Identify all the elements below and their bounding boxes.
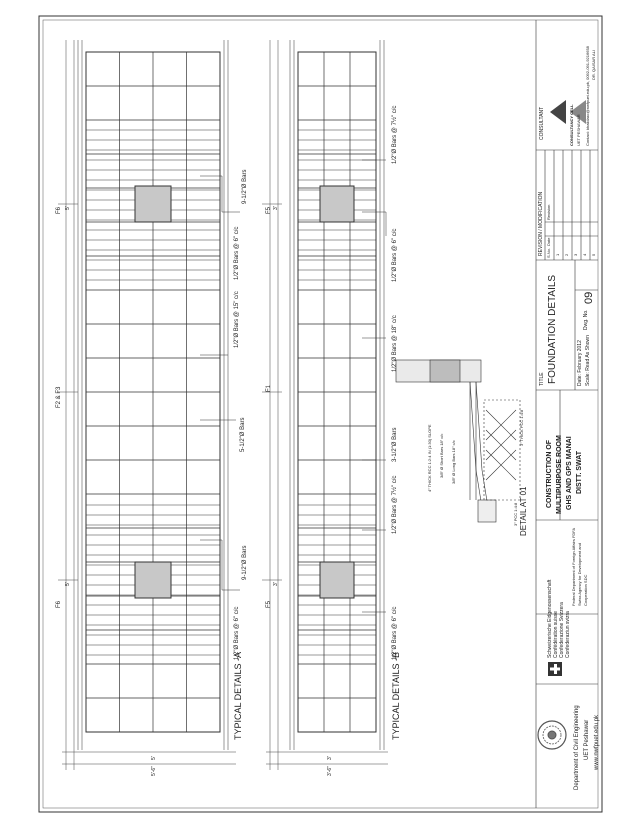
- footing-label-f5-top: F5: [266, 206, 272, 214]
- footing-strip-a: [78, 40, 228, 750]
- revision-col: Date: [546, 237, 551, 246]
- client-line: Confederazione Svizzera: [559, 602, 565, 658]
- title-details-a: TYPICAL DETAILS -A: [233, 651, 243, 740]
- footing-label-f1: F1: [266, 384, 272, 392]
- consultant-line: CONSULTANCY CELL: [569, 104, 574, 146]
- department-line: Department of Civil Engineering: [574, 705, 580, 790]
- column-b-bottom: [320, 562, 354, 598]
- dim-label: 3': [273, 582, 279, 586]
- revision-row: 5: [591, 253, 596, 256]
- bar-label-a: 1/2"Ø Bars @ 15" c/c: [234, 291, 240, 348]
- dim-label: 3': [327, 756, 333, 760]
- project-line: DISTT. SWAT: [576, 450, 583, 494]
- consultant-line: Contact: khalidaxc@nwfpuet.edu.pk, 0092-091-9216658: [585, 46, 590, 146]
- bar-label-a: 9-1/2"Ø Bars: [242, 169, 248, 204]
- footing-label-f2-f3: F2 & F3: [56, 386, 62, 408]
- dim-label: 3': [273, 206, 279, 210]
- bar-label-a: 1/2"Ø Bars @ 6" c/c: [234, 226, 240, 280]
- bar-label-b: 1/2"Ø Bars @ 7½" c/c: [392, 475, 398, 534]
- column-a-bottom: [135, 562, 171, 598]
- detail-note: 3/8" Ø Short Bars 18" c/c: [439, 433, 444, 478]
- title-label: TITLE: [539, 372, 545, 386]
- revision-title: REVISION / MODIFICATION: [538, 191, 544, 256]
- dwg-number: 09: [583, 291, 595, 304]
- bar-label-b: 1/2"Ø Bars @ 7½" c/c: [392, 105, 398, 164]
- dim-label: 5': [65, 582, 71, 586]
- dim-label: 3'-6": [327, 766, 333, 776]
- client-note: Cooperation SDC: [583, 574, 588, 606]
- bar-label-b: 1/2"Ø Bars @ 6" c/c: [392, 606, 398, 660]
- dim-label: 5': [151, 756, 157, 760]
- detail-note: 4" THICK RCC 1:2:4 IN (1:30) SLOPE: [427, 424, 432, 492]
- bar-label-b: 1/2"Ø Bars @ 6" c/c: [392, 228, 398, 282]
- footing-label-f5-bottom: F5: [266, 600, 272, 608]
- drawing-scale: Scale: Read As Shown: [585, 335, 591, 386]
- dwg-label: Dwg. No.: [583, 309, 589, 330]
- column-a-top: [135, 186, 171, 222]
- revision-row: 3: [573, 253, 578, 256]
- department-line: UET Peshawar: [584, 719, 590, 760]
- client-line: Confederaziun svizra: [565, 611, 571, 658]
- footing-label-f6-top: F6: [56, 206, 62, 214]
- swiss-cross-icon: [548, 662, 562, 676]
- bar-label-b: 3-1/2"Ø Bars: [392, 427, 398, 462]
- client-line: Schweizerische Eidgenossenschaft: [547, 579, 553, 658]
- dim-label: 5': [65, 206, 71, 210]
- project-line: MULTIPURPOSE ROOM: [556, 435, 563, 514]
- dim-label: 5'-6": [151, 766, 157, 776]
- detail-title: DETAIL AT 01: [519, 486, 528, 536]
- consultant-line: UET PESHAWAR: [576, 114, 581, 146]
- university-seal-icon: [538, 721, 566, 749]
- department-line: www.nwfpuet.edu.pk: [594, 714, 600, 770]
- bar-label-a: 5-1/2"Ø Bars: [240, 417, 246, 452]
- project-line: GHS AND GPS MANAI: [566, 436, 573, 510]
- section-detail: [396, 360, 520, 522]
- bar-label-a: 9-1/2"Ø Bars: [242, 545, 248, 580]
- detail-note: 3" PCC 1:4:8: [513, 502, 518, 526]
- revision-col: S.No.: [546, 247, 551, 258]
- client-line: Confédération suisse: [553, 611, 559, 658]
- detail-note: 3" THICK PCC 1:4:8: [519, 409, 524, 446]
- bar-label-a: 1/2"Ø Bars @ 6" c/c: [234, 606, 240, 660]
- footing-label-f6-bottom: F6: [56, 600, 62, 608]
- revision-row: 1: [555, 253, 560, 256]
- drawing-title: FOUNDATION DETAILS: [547, 274, 558, 384]
- column-b-top: [320, 186, 354, 222]
- revision-row: 4: [582, 253, 587, 256]
- client-note: Federal Department of Foreign Affairs FDFA: [571, 527, 576, 606]
- detail-note: 3/8" Ø Long Bars 18" c/c: [451, 440, 456, 484]
- project-line: CONSTRUCTION OF: [546, 439, 553, 508]
- revision-col: Revision: [546, 204, 551, 220]
- client-note: Swiss Agency for Development and: [577, 543, 582, 606]
- dimension-lines: [58, 40, 388, 770]
- revision-row: 2: [564, 253, 569, 256]
- title-details-b: TYPICAL DETAILS -B: [391, 651, 401, 740]
- drawing-date: Date: February 2012: [577, 340, 583, 386]
- footing-strip-b: [290, 40, 384, 750]
- consultant-name: DR. QAISAR ALI: [591, 49, 596, 80]
- consultant-title: CONSULTANT: [539, 106, 545, 140]
- bar-label-b: 1/2"Ø Bars @ 18" c/c: [392, 315, 398, 372]
